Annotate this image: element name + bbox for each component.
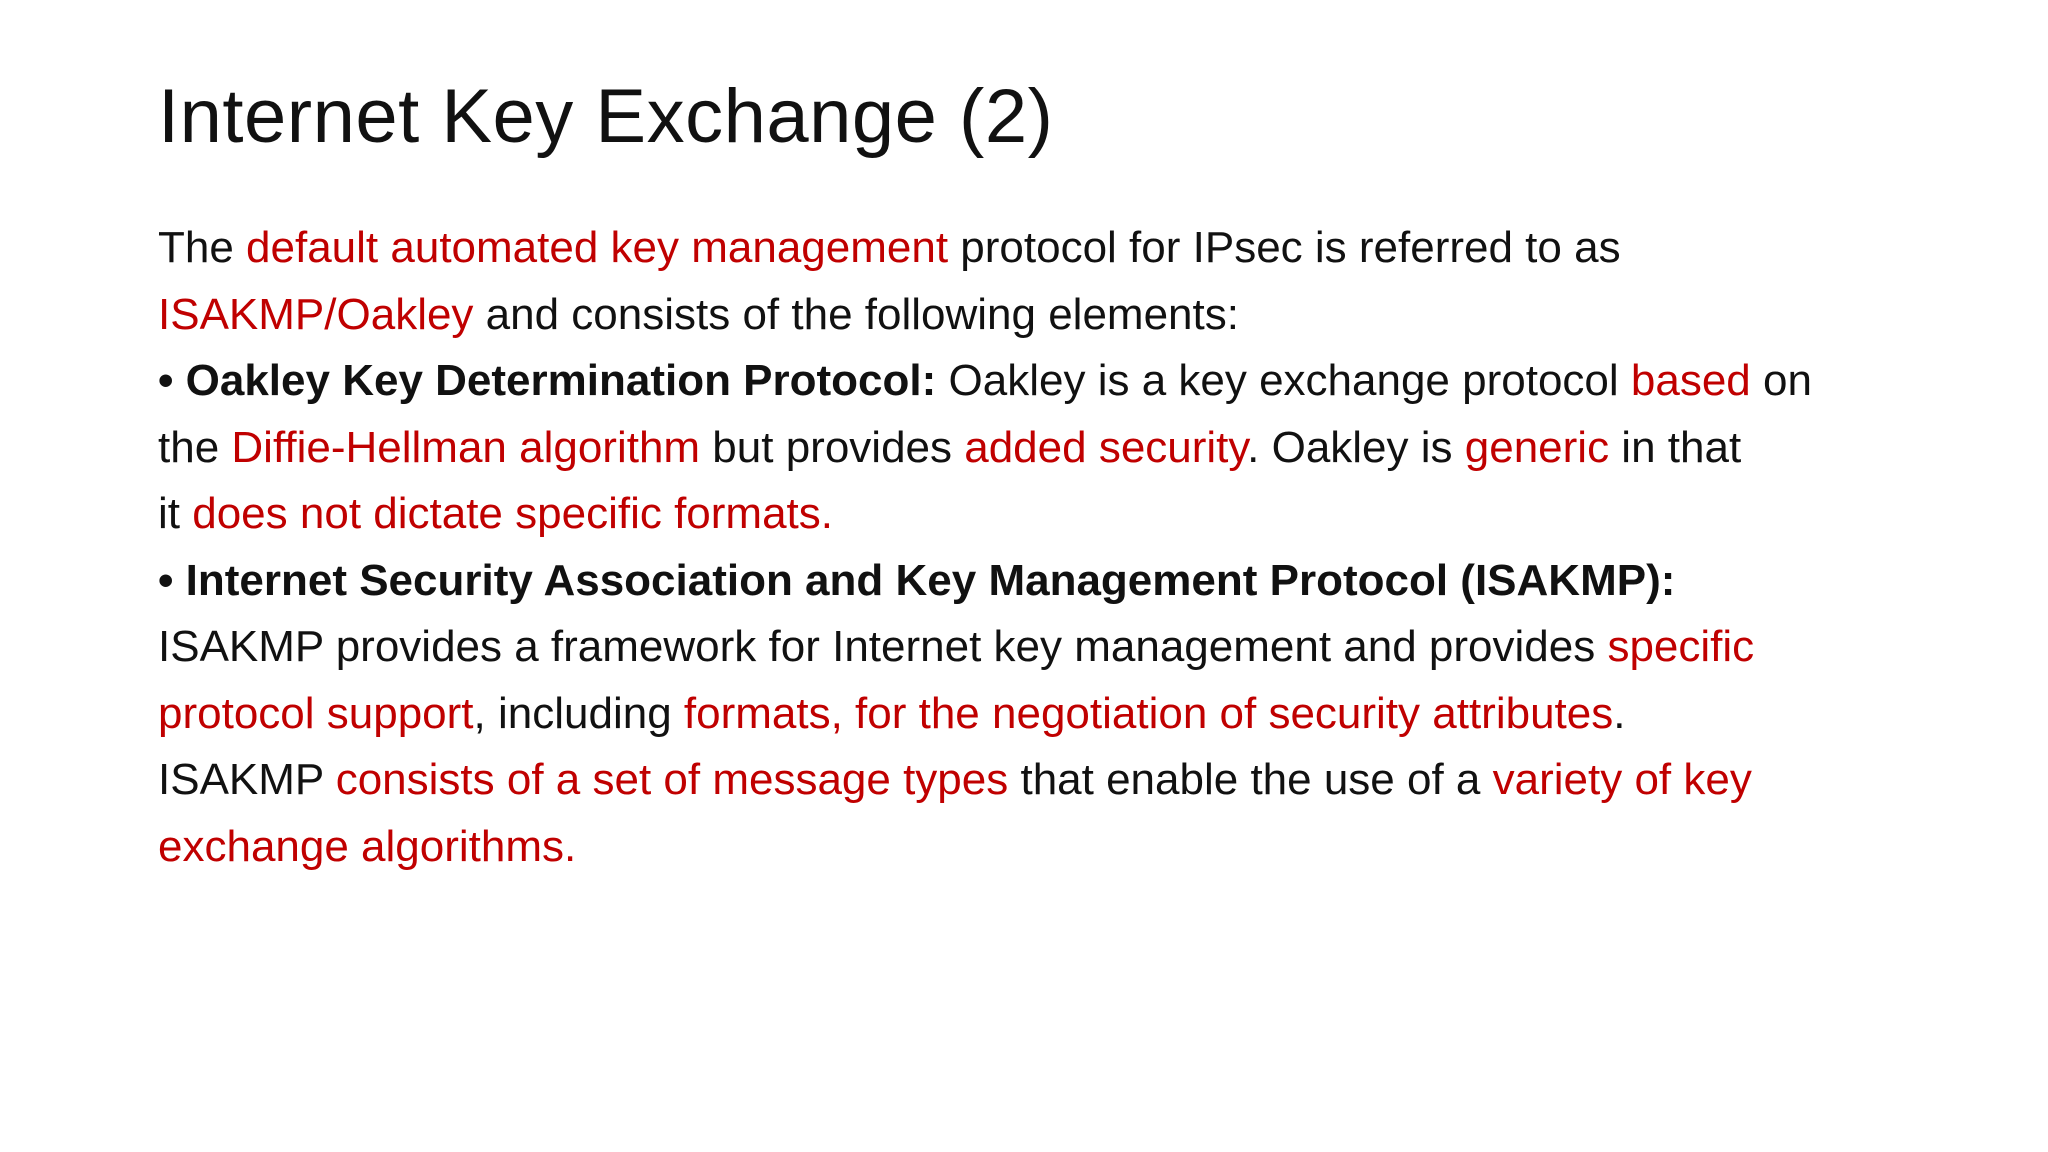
body-line — [158, 415, 1918, 482]
highlighted-text: consists of a set of message types — [335, 755, 1009, 804]
text-run: it — [158, 489, 193, 538]
bullet-heading: Internet Security Association and Key Management Protocol (ISAKMP): — [185, 555, 1676, 605]
text-run: in that — [1609, 422, 1742, 472]
body-line — [158, 681, 1918, 748]
highlighted-text: does not dictate specific formats. — [192, 489, 833, 538]
highlighted-text: added security — [964, 422, 1248, 472]
highlighted-text: default automated key management — [246, 223, 949, 272]
highlighted-text: protocol support — [158, 688, 474, 738]
text-run: protocol for IPsec is referred to as — [948, 223, 1621, 272]
slide-title: Internet Key Exchange (2) — [158, 74, 1054, 159]
bullet-heading: Oakley Key Determination Protocol: — [185, 356, 937, 405]
text-run: ISAKMP — [158, 755, 336, 804]
body-line — [158, 614, 1918, 681]
slide-body — [158, 215, 1918, 880]
highlighted-text: exchange algorithms. — [158, 821, 577, 871]
highlighted-text: specific — [1607, 622, 1755, 671]
body-line — [158, 747, 1918, 814]
bullet-isakmp — [158, 548, 1918, 615]
text-run: The — [158, 223, 247, 272]
body-line — [158, 215, 1918, 282]
body-line — [158, 282, 1918, 349]
text-run: and consists of the following elements: — [473, 289, 1239, 339]
text-run: ISAKMP provides a framework for Internet key management and provides — [158, 622, 1608, 671]
highlighted-text: variety of key — [1492, 755, 1752, 804]
bullet-oakley — [158, 348, 1918, 415]
text-run: on — [1750, 356, 1812, 405]
highlighted-text: formats, for the negotiation of security attributes — [683, 688, 1614, 738]
bullet-marker: • — [158, 356, 186, 405]
highlighted-text: based — [1630, 356, 1751, 405]
body-line — [158, 814, 1918, 881]
highlighted-text: ISAKMP/Oakley — [158, 289, 474, 339]
highlighted-text: generic — [1464, 422, 1610, 472]
text-run: but provides — [700, 422, 965, 472]
bullet-marker: • — [158, 555, 186, 605]
body-line — [158, 481, 1918, 548]
text-run: that enable the use of a — [1008, 755, 1493, 804]
text-run: Oakley is a key exchange protocol — [936, 356, 1631, 405]
highlighted-text: Diffie-Hellman algorithm — [231, 422, 701, 472]
text-run: . — [1613, 688, 1626, 738]
text-run: the — [158, 422, 232, 472]
text-run: , including — [473, 688, 684, 738]
text-run: . Oakley is — [1247, 422, 1465, 472]
